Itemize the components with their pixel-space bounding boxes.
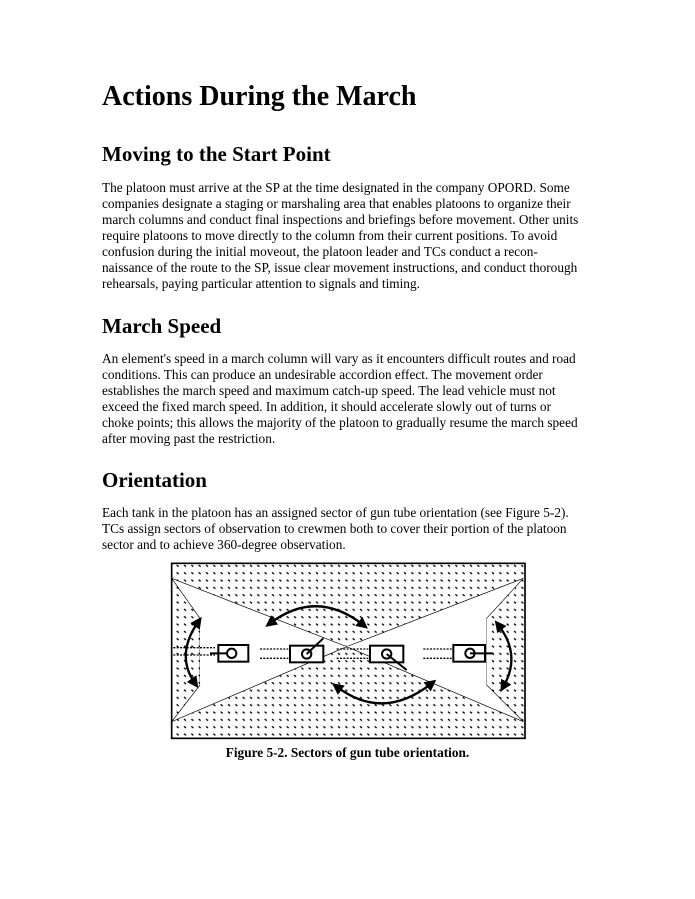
text-line: conditions. This can produce an undesirable accordion effect. The movement order [102,367,543,382]
section-heading-orientation: Orientation [102,468,207,492]
figure-sectors-diagram [160,555,530,765]
text-line: confusion during the initial moveout, the platoon leader and TCs conduct a recon- [102,244,538,259]
text-line: naissance of the route to the SP, issue clear movement instructions, and conduct thorough [102,260,578,275]
section-heading-march-speed: March Speed [102,314,222,338]
text-line: choke points; this allows the majority of the platoon to gradually resume the march speed [102,415,578,430]
text-line: The platoon must arrive at the SP at the time designated in the company OPORD. Some [102,180,570,195]
text-line: Each tank in the platoon has an assigned sector of gun tube orientation (see Figure 5-2). [102,505,569,520]
text-line: march columns and conduct final inspections and briefings before movement. Other units [102,212,579,227]
text-line: exceed the fixed march speed. In addition, it should accelerate slowly out of turns or [102,399,551,414]
text-line: after moving past the restriction. [102,431,276,446]
text-line: establishes the march speed and maximum catch-up speed. The lead vehicle must not [102,383,556,398]
page-title: Actions During the March [102,81,417,112]
text-line: TCs assign sectors of observation to crewmen both to cover their portion of the platoon [102,521,567,536]
paragraph-orientation [102,505,569,553]
section-heading-start-point: Moving to the Start Point [102,142,331,166]
text-line: require platoons to move directly to the column from their current positions. To avoid [102,228,558,243]
text-line: rehearsals, paying particular attention to signals and timing. [102,276,420,291]
figure-caption: Figure 5-2. Sectors of gun tube orientation. [225,745,470,760]
text-line: An element's speed in a march column will vary as it encounters difficult routes and road [102,351,576,366]
text-line: companies designate a staging or marshaling area that enables platoons to organize their [102,196,571,211]
text-line: sector and to achieve 360-degree observation. [102,537,346,552]
paragraph-march-speed [102,351,578,447]
paragraph-start-point [102,180,578,292]
